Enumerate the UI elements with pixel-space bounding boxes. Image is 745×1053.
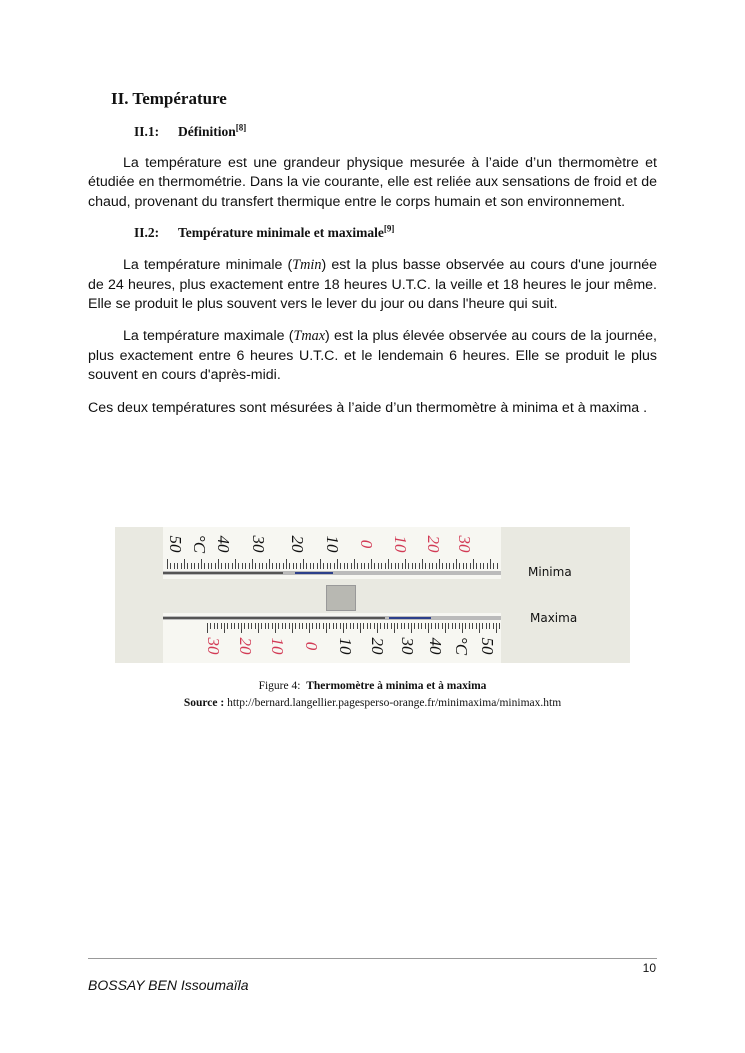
scale-tick: [378, 563, 379, 569]
scale-tick: [181, 563, 182, 569]
scale-tick: [456, 559, 457, 569]
scale-tick: [489, 623, 490, 629]
scale-tick: [487, 563, 488, 569]
scale-tick: [398, 563, 399, 569]
scale-tick: [245, 563, 246, 569]
scale-tick: [412, 563, 413, 569]
section-title: II. Température: [111, 89, 227, 108]
scale-tick: [446, 563, 447, 569]
scale-tick: [391, 563, 392, 569]
scale-tick: [299, 623, 300, 629]
scale-tick: [255, 623, 256, 629]
scale-tick: [421, 623, 422, 629]
scale-tick: [210, 623, 211, 629]
scale-tick: [490, 559, 491, 569]
upper-scale-label: 20: [288, 535, 307, 553]
scale-tick: [452, 623, 453, 629]
scale-tick: [364, 563, 365, 569]
scale-tick: [312, 623, 313, 629]
scale-tick: [431, 623, 432, 629]
scale-tick: [405, 559, 406, 569]
upper-scale-label: °C: [190, 534, 209, 554]
scale-tick: [476, 563, 477, 569]
scale-tick: [295, 623, 296, 629]
upper-scale-label: 0: [357, 539, 376, 549]
scale-tick: [483, 563, 484, 569]
scale-tick: [279, 563, 280, 569]
scale-tick: [357, 623, 358, 629]
scale-tick: [419, 563, 420, 569]
scale-tick: [380, 623, 381, 629]
scale-tick: [244, 623, 245, 629]
thermometer-bulb: [326, 585, 356, 611]
scale-tick: [391, 623, 392, 629]
maxima-label: Maxima: [530, 611, 578, 625]
text: La température minimale (: [123, 257, 293, 274]
scale-tick: [255, 563, 256, 569]
maxima-index: [389, 617, 431, 619]
caption-prefix: Figure 4:: [258, 680, 301, 692]
scale-tick: [414, 623, 415, 629]
text: ) est la plus basse observée au cours d'une journée de 24 heures, plus exactement entre 18 heures U.T.C. la veille et 18 heures le jour même. Elle se produit le plus souvent vers le lever du jour ou dans l'heure qui suit.: [88, 257, 657, 313]
source-url[interactable]: http://bernard.langellier.pagesperso-orange.fr/minimaxima/minimax.htm: [227, 697, 562, 709]
scale-tick: [333, 623, 334, 629]
scale-tick: [435, 623, 436, 629]
scale-tick: [289, 623, 290, 629]
scale-tick: [310, 563, 311, 569]
scale-tick: [462, 623, 463, 633]
scale-tick: [309, 623, 310, 633]
scale-tick: [272, 623, 273, 629]
scale-tick: [184, 559, 185, 569]
scale-tick: [170, 563, 171, 569]
scale-tick: [344, 563, 345, 569]
scale-tick: [227, 623, 228, 629]
scale-tick: [323, 623, 324, 629]
scale-tick: [357, 563, 358, 569]
subsection-title: Définition: [178, 124, 236, 139]
subsection-number: II.1:: [134, 124, 160, 139]
scale-tick: [395, 563, 396, 569]
lower-scale-label: 30: [398, 637, 417, 655]
paragraph-definition: [88, 154, 657, 212]
scale-tick: [436, 563, 437, 569]
scale-tick: [404, 623, 405, 629]
scale-tick: [238, 563, 239, 569]
scale-tick: [425, 563, 426, 569]
scale-tick: [476, 623, 477, 629]
scale-tick: [428, 623, 429, 633]
upper-scale-label: 40: [214, 535, 233, 553]
scale-tick: [374, 623, 375, 629]
scale-tick: [276, 563, 277, 569]
scale-tick: [214, 623, 215, 629]
scale-tick: [249, 563, 250, 569]
scale-tick: [327, 563, 328, 569]
upper-scale-label: 10: [323, 535, 342, 553]
scale-tick: [466, 563, 467, 569]
scale-tick: [479, 623, 480, 633]
scale-tick: [251, 623, 252, 629]
scale-tick: [470, 563, 471, 569]
upper-scale-label: 30: [455, 535, 474, 553]
scale-tick: [418, 623, 419, 629]
lower-scale-label: 20: [368, 637, 387, 655]
scale-tick: [381, 563, 382, 569]
scale-tick: [480, 563, 481, 569]
scale-tick: [343, 623, 344, 633]
scale-tick: [463, 563, 464, 569]
scale-tick: [334, 563, 335, 569]
scale-tick: [350, 623, 351, 629]
scale-tick: [235, 559, 236, 569]
scale-tick: [261, 623, 262, 629]
upper-scale-label: 10: [391, 535, 410, 553]
scale-tick: [453, 563, 454, 569]
scale-tick: [275, 623, 276, 633]
scale-tick: [374, 563, 375, 569]
scale-tick: [482, 623, 483, 629]
scale-tick: [252, 559, 253, 569]
lower-scale-label: 10: [336, 637, 355, 655]
scale-tick: [266, 563, 267, 569]
scale-tick: [367, 623, 368, 629]
paragraph-conclusion: Ces deux températures sont mésurées à l’aide d’un thermomètre à minima et à maxima .: [88, 399, 648, 416]
scale-tick: [282, 623, 283, 629]
scale-tick: [268, 623, 269, 629]
variable-tmax: Tmax: [293, 328, 325, 345]
lower-scale-label: 50: [478, 637, 497, 655]
reference[interactable]: [9]: [383, 223, 395, 234]
scale-tick: [232, 563, 233, 569]
scale-tick: [394, 623, 395, 633]
scale-tick: [241, 623, 242, 633]
subsection-min-max: [134, 224, 657, 242]
scale-tick: [259, 563, 260, 569]
scale-tick: [207, 623, 208, 633]
scale-tick: [408, 623, 409, 629]
lower-scale-label: 40: [426, 637, 445, 655]
upper-scale-label: 30: [249, 535, 268, 553]
scale-tick: [198, 563, 199, 569]
scale-tick: [408, 563, 409, 569]
scale-tick: [208, 563, 209, 569]
paragraph-text: La température est une grandeur physique mesurée à l’aide d’un thermomètre et étudiée en thermométrie. Dans la vie courante, elle est reliée aux sensations de froid et de chaud, provenant du transfert thermique entre le corps humain et son environnement.: [88, 155, 657, 210]
scale-tick: [336, 623, 337, 629]
scale-tick: [425, 623, 426, 629]
scale-tick: [323, 563, 324, 569]
page-number: 10: [642, 961, 656, 975]
scale-tick: [415, 563, 416, 569]
scale-tick: [496, 623, 497, 633]
lower-scale-label: 20: [236, 637, 255, 655]
scale-tick: [218, 559, 219, 569]
scale-tick: [353, 623, 354, 629]
scale-tick: [459, 623, 460, 629]
scale-tick: [388, 559, 389, 569]
scale-tick: [326, 623, 327, 633]
scale-tick: [316, 623, 317, 629]
scale-tick: [234, 623, 235, 629]
scale-tick: [351, 563, 352, 569]
scale-tick: [438, 623, 439, 629]
subsection-title: Température minimale et maximale: [178, 225, 384, 241]
variable-tmin: Tmin: [292, 257, 322, 274]
upper-scale-label: 20: [424, 535, 443, 553]
scale-tick: [272, 563, 273, 569]
scale-tick: [248, 623, 249, 629]
scale-tick: [493, 563, 494, 569]
scale-tick: [320, 559, 321, 569]
text: ) est la plus élevée observée au cours de la journée, plus exactement entre 6 heures U.T.C. et le lendemain 6 heures. Elle se produit le plus souvent en cours d'après-midi.: [88, 328, 657, 384]
scale-tick: [221, 563, 222, 569]
scale-tick: [285, 623, 286, 629]
footer-author: BOSSAY BEN Issoumaïla: [88, 977, 249, 993]
scale-tick: [361, 563, 362, 569]
lower-scale-label: °C: [452, 636, 471, 656]
scale-tick: [283, 563, 284, 569]
subsection-definition: [134, 123, 657, 141]
scale-tick: [360, 623, 361, 633]
scale-tick: [377, 623, 378, 633]
scale-tick: [497, 563, 498, 569]
scale-tick: [439, 559, 440, 569]
scale-tick: [225, 563, 226, 569]
scale-tick: [448, 623, 449, 629]
lower-scale-label: 30: [204, 637, 223, 655]
minima-liquid: [163, 572, 283, 574]
scale-tick: [204, 563, 205, 569]
scale-tick: [303, 559, 304, 569]
scale-tick: [493, 623, 494, 629]
scale-tick: [167, 559, 168, 569]
paragraph-tmax: [88, 327, 657, 385]
scale-tick: [191, 563, 192, 569]
scale-tick: [317, 563, 318, 569]
scale-tick: [442, 563, 443, 569]
scale-tick: [292, 623, 293, 633]
scale-tick: [340, 563, 341, 569]
scale-tick: [411, 623, 412, 633]
scale-tick: [211, 563, 212, 569]
scale-tick: [278, 623, 279, 629]
scale-tick: [371, 559, 372, 569]
scale-tick: [258, 623, 259, 633]
footer-divider: [88, 958, 657, 959]
scale-tick: [330, 563, 331, 569]
scale-tick: [432, 563, 433, 569]
subsection-number: II.2:: [134, 225, 160, 241]
scale-tick: [499, 623, 500, 629]
scale-tick: [346, 623, 347, 629]
scale-tick: [429, 563, 430, 569]
text: La température maximale (: [123, 328, 294, 345]
scale-tick: [370, 623, 371, 629]
scale-tick: [201, 559, 202, 569]
scale-tick: [302, 623, 303, 629]
scale-tick: [486, 623, 487, 629]
scale-tick: [455, 623, 456, 629]
scale-tick: [384, 623, 385, 629]
scale-tick: [449, 563, 450, 569]
minima-label: Minima: [528, 565, 572, 579]
scale-tick: [306, 623, 307, 629]
scale-tick: [354, 559, 355, 569]
scale-tick: [215, 563, 216, 569]
scale-tick: [387, 623, 388, 629]
scale-tick: [313, 563, 314, 569]
figure-caption: [0, 679, 745, 693]
scale-tick: [224, 623, 225, 633]
scale-tick: [368, 563, 369, 569]
maxima-liquid: [163, 617, 385, 619]
scale-tick: [459, 563, 460, 569]
scale-tick: [296, 563, 297, 569]
figure-source: [0, 696, 745, 710]
scale-tick: [231, 623, 232, 629]
scale-tick: [472, 623, 473, 629]
scale-tick: [329, 623, 330, 629]
scale-tick: [473, 559, 474, 569]
upper-scale-label: 50: [166, 535, 185, 553]
scale-tick: [422, 559, 423, 569]
scale-tick: [306, 563, 307, 569]
source-label: Source :: [183, 697, 225, 709]
scale-tick: [289, 563, 290, 569]
lower-scale-label: 10: [268, 637, 287, 655]
scale-tick: [340, 623, 341, 629]
scale-tick: [402, 563, 403, 569]
scale-tick: [228, 563, 229, 569]
scale-tick: [300, 563, 301, 569]
scale-tick: [286, 559, 287, 569]
scale-tick: [217, 623, 218, 629]
lower-scale-label: 0: [302, 641, 321, 651]
thermometer-figure: [115, 527, 630, 663]
scale-tick: [363, 623, 364, 629]
scale-tick: [319, 623, 320, 629]
scale-tick: [242, 563, 243, 569]
reference[interactable]: [8]: [235, 122, 247, 133]
scale-tick: [445, 623, 446, 633]
scale-tick: [265, 623, 266, 629]
scale-tick: [442, 623, 443, 629]
scale-tick: [401, 623, 402, 629]
text-column: [88, 88, 657, 418]
scale-tick: [174, 563, 175, 569]
scale-tick: [293, 563, 294, 569]
scale-tick: [194, 563, 195, 569]
scale-tick: [238, 623, 239, 629]
paragraph-tmin: [88, 256, 657, 314]
scale-tick: [465, 623, 466, 629]
scale-tick: [187, 563, 188, 569]
scale-tick: [397, 623, 398, 629]
scale-tick: [269, 559, 270, 569]
scale-tick: [385, 563, 386, 569]
minima-index: [295, 572, 333, 574]
scale-tick: [221, 623, 222, 629]
scale-tick: [262, 563, 263, 569]
scale-tick: [177, 563, 178, 569]
scale-tick: [347, 563, 348, 569]
caption-title: Thermomètre à minima et à maxima: [306, 680, 487, 692]
scale-tick: [469, 623, 470, 629]
scale-tick: [337, 559, 338, 569]
